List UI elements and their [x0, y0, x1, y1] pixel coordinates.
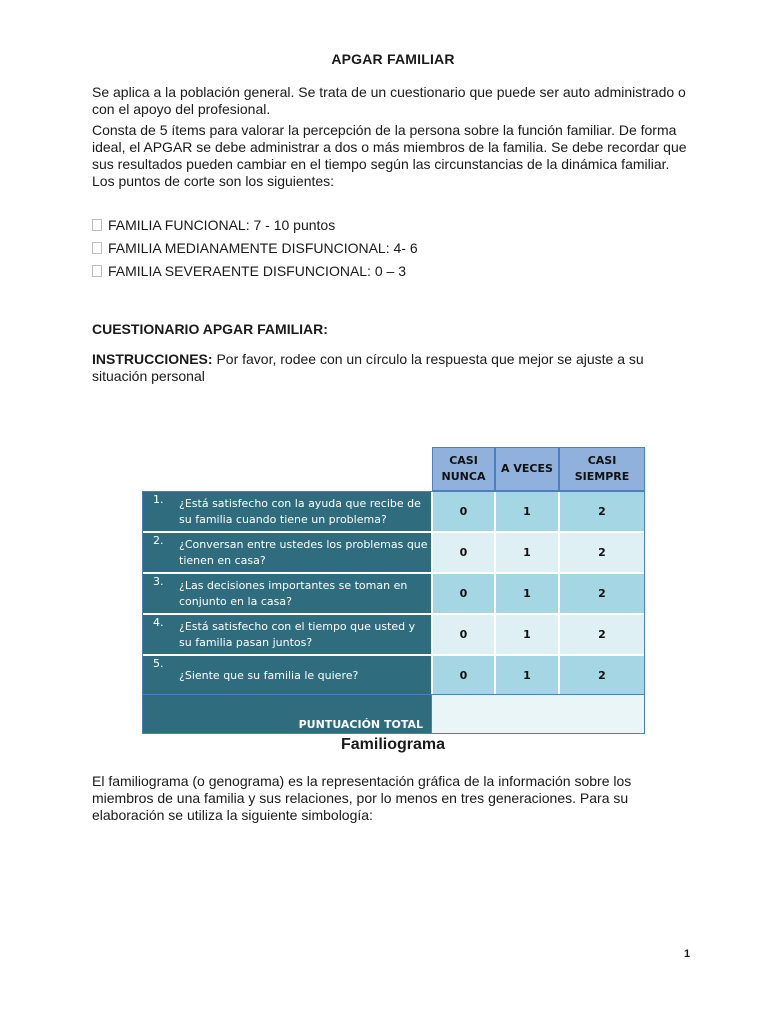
option-cell[interactable]: 0 [432, 573, 495, 614]
question-number: 5. [153, 657, 164, 670]
cutoff-item [92, 217, 692, 240]
cutoff-list [92, 217, 692, 286]
header-casi-nunca: CASI NUNCA [432, 447, 495, 491]
familiograma-paragraph: El familiograma (o genograma) es la representación gráfica de la información sobre los miembros de una familia y sus relaciones, por lo menos en tres generaciones. Para su elaboración se utiliza la siguiente simbología: [92, 773, 632, 823]
instructions-label: INSTRUCCIONES: [92, 351, 213, 367]
familiograma-title: Familiograma [340, 736, 446, 753]
description-paragraph: Consta de 5 ítems para valorar la percepción de la persona sobre la función familiar. De forma ideal, el APGAR se debe administrar a dos o más miembros de la familia. Se debe recordar que sus resultados pueden cambiar en el tiempo según las circunstancias de la dinámica familiar. Los puntos de corte son los siguientes: [92, 122, 687, 189]
option-cell[interactable]: 0 [432, 491, 495, 532]
question-number: 1. [153, 493, 164, 506]
question-text: ¿Siente que su familia le quiere? [179, 668, 359, 682]
option-cell[interactable]: 2 [559, 491, 645, 532]
question-text: ¿Está satisfecho con el tiempo que usted y su familia pasan juntos? [179, 619, 416, 649]
question-number: 2. [153, 534, 164, 547]
instructions-text: Por favor, rodee con un círculo la respuesta que mejor se ajuste a su situación personal [92, 351, 644, 384]
option-cell[interactable]: 1 [495, 491, 559, 532]
question-cell [142, 532, 432, 573]
option-cell[interactable]: 2 [559, 573, 645, 614]
option-cell[interactable]: 0 [432, 614, 495, 655]
cutoff-text: FAMILIA FUNCIONAL: 7 - 10 puntos [108, 217, 336, 233]
question-cell [142, 573, 432, 614]
option-cell[interactable]: 2 [559, 655, 645, 696]
question-cell [142, 491, 432, 532]
question-text: ¿Las decisiones importantes se toman en conjunto en la casa? [179, 578, 408, 608]
option-cell[interactable]: 0 [432, 532, 495, 573]
question-cell [142, 655, 432, 696]
question-cell [142, 614, 432, 655]
cutoff-item [92, 263, 692, 286]
header-a-veces: A VECES [495, 447, 559, 491]
question-text: ¿Está satisfecho con la ayuda que recibe de su familia cuando tiene un problema? [179, 496, 421, 526]
cutoff-text: FAMILIA MEDIANAMENTE DISFUNCIONAL: 4- 6 [108, 240, 418, 256]
page-number: 1 [684, 948, 691, 960]
option-cell[interactable]: 1 [495, 614, 559, 655]
question-number: 3. [153, 575, 164, 588]
question-text: ¿Conversan entre ustedes los problemas que tienen en casa? [179, 537, 428, 567]
cutoff-text: FAMILIA SEVERAENTE DISFUNCIONAL: 0 – 3 [108, 263, 406, 279]
checkbox-icon [92, 242, 102, 254]
header-casi-siempre: CASI SIEMPRE [559, 447, 645, 491]
apgar-table [142, 447, 645, 734]
option-cell[interactable]: 2 [559, 532, 645, 573]
option-cell[interactable]: 0 [432, 655, 495, 696]
checkbox-icon [92, 265, 102, 277]
cutoff-item [92, 240, 692, 263]
intro-paragraph: Se aplica a la población general. Se trata de un cuestionario que puede ser auto administrado o con el apoyo del profesional. [92, 84, 686, 117]
page-title: APGAR FAMILIAR [331, 51, 455, 67]
total-score-field[interactable] [432, 694, 645, 734]
checkbox-icon [92, 219, 102, 231]
option-cell[interactable]: 1 [495, 573, 559, 614]
instructions [92, 351, 692, 385]
question-number: 4. [153, 616, 164, 629]
option-cell[interactable]: 2 [559, 614, 645, 655]
total-score-label: PUNTUACIÓN TOTAL [142, 694, 432, 734]
questionnaire-heading: CUESTIONARIO APGAR FAMILIAR: [92, 321, 328, 337]
option-cell[interactable]: 1 [495, 655, 559, 696]
option-cell[interactable]: 1 [495, 532, 559, 573]
